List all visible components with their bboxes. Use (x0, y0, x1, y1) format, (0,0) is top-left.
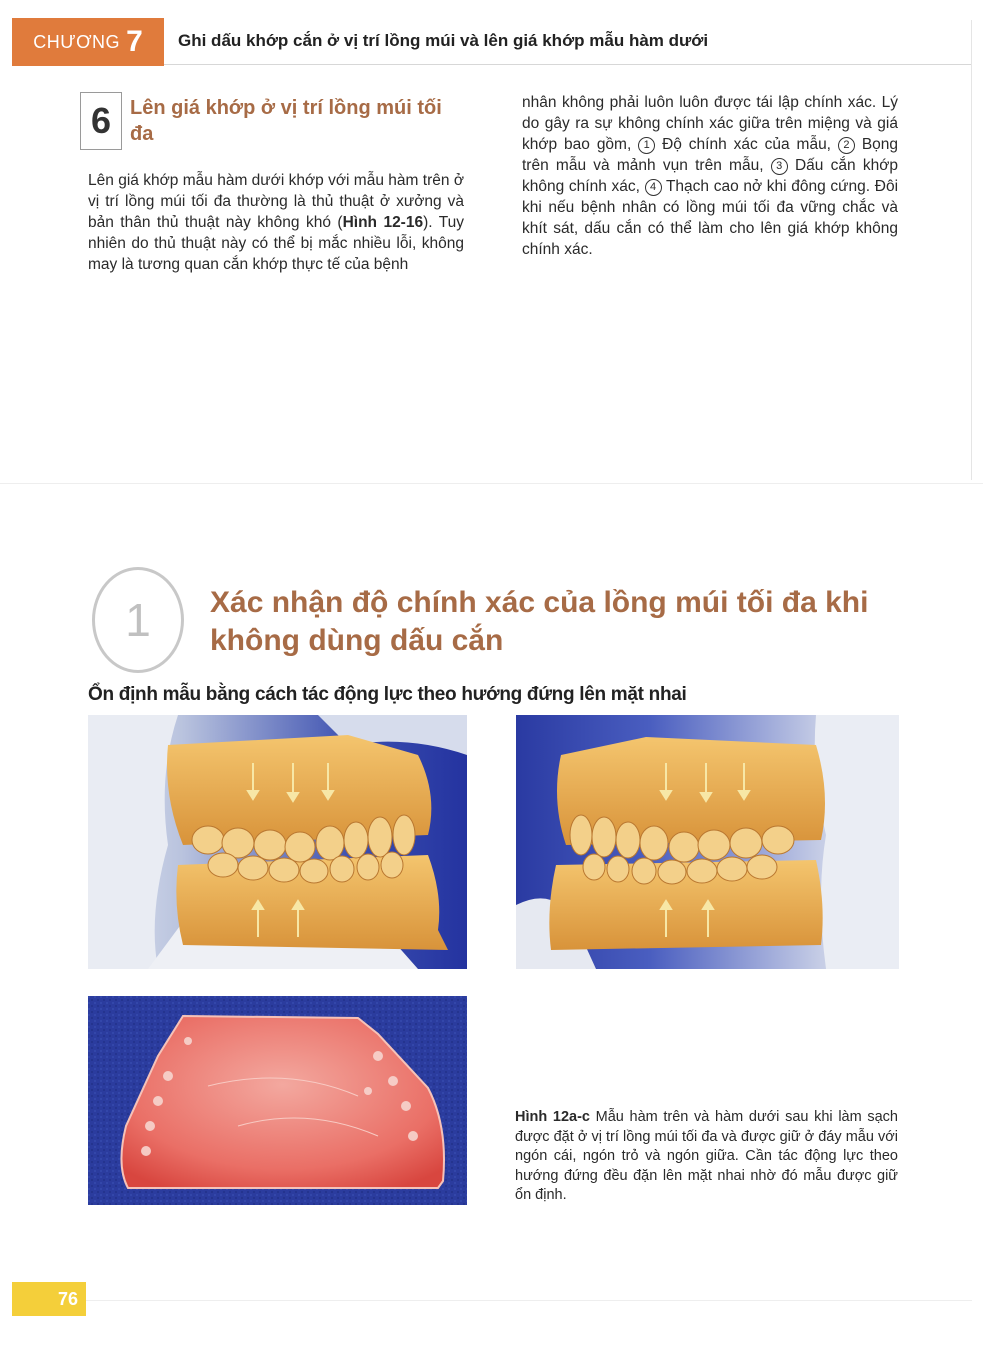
text-part: ). Tuy nhiên do thủ thuật này có thể bị mắc nhiều lỗi, không may là tương quan cắn khớp thực tế của bệnh (88, 214, 464, 273)
footer-divider (86, 1300, 972, 1301)
circled-number-3: 3 (771, 158, 788, 175)
left-column-text (88, 170, 464, 275)
caption-text: Mẫu hàm trên và hàm dưới sau khi làm sạch được đặt ở vị trí lồng múi tối đa và được giữ ở đáy mẫu với ngón cái, ngón trỏ và ngón giữa. Cần tác động lực theo hướng đứng đều đặn lên mặt nhai nhờ đó mẫu được giữ ổn định. (515, 1109, 898, 1203)
right-column-text (522, 92, 898, 260)
text-part: nhân không phải luôn luôn được tái lập chính xác. Lý do gây ra sự không chính xác giữa trên miệng và giá khớp bao gồm, (522, 94, 898, 153)
text-part: Lên giá khớp mẫu hàm dưới khớp với mẫu hàm trên ở vị trí lồng múi tối đa thường là thủ thuật ở xưởng và bản thân thủ thuật này không khó ( (88, 172, 464, 231)
chapter-title: Ghi dấu khớp cắn ở vị trí lồng múi và lên giá khớp mẫu hàm dưới (178, 31, 709, 50)
text-part: Bọng trên mẫu và mảnh vụn trên mẫu, (522, 136, 899, 174)
figure-reference: Hình 12-16 (342, 214, 424, 231)
photo-casts-right (516, 715, 899, 969)
section-number-box: 6 (80, 92, 122, 150)
text-part: Thạch cao nở khi đông cứng. Đôi khi nếu bệnh nhân có lồng múi tối đa vững chắc và khít sát, dấu cắn có thể làm cho lên giá khớp không chính xác. (522, 178, 899, 258)
page-divider (0, 483, 983, 484)
chapter-word: CHƯƠNG (33, 31, 121, 52)
page-number: 76 (12, 1282, 86, 1316)
header-divider (164, 64, 972, 65)
circled-number-2: 2 (838, 137, 855, 154)
text-part: Độ chính xác của mẫu, (662, 136, 831, 153)
section-heading: Xác nhận độ chính xác của lồng múi tối đa khi không dùng dấu cắn (210, 586, 869, 657)
caption-label: Hình 12a-c (515, 1109, 590, 1125)
figure-caption (515, 1108, 898, 1206)
circled-number-4: 4 (645, 179, 662, 196)
section-title: Lên giá khớp ở vị trí lồng múi tối đa (130, 97, 442, 145)
photo-casts-left (88, 715, 467, 969)
section-circle-number: 1 (92, 567, 184, 673)
chapter-number: 7 (126, 25, 143, 58)
chapter-badge (12, 18, 164, 66)
margin-line (971, 20, 972, 480)
text-part: Dấu cắn khớp không chính xác, (522, 157, 898, 195)
photo-cast-base (88, 996, 467, 1205)
circled-number-1: 1 (638, 137, 655, 154)
subheading: Ổn định mẫu bằng cách tác động lực theo hướng đứng lên mặt nhai (88, 684, 687, 705)
